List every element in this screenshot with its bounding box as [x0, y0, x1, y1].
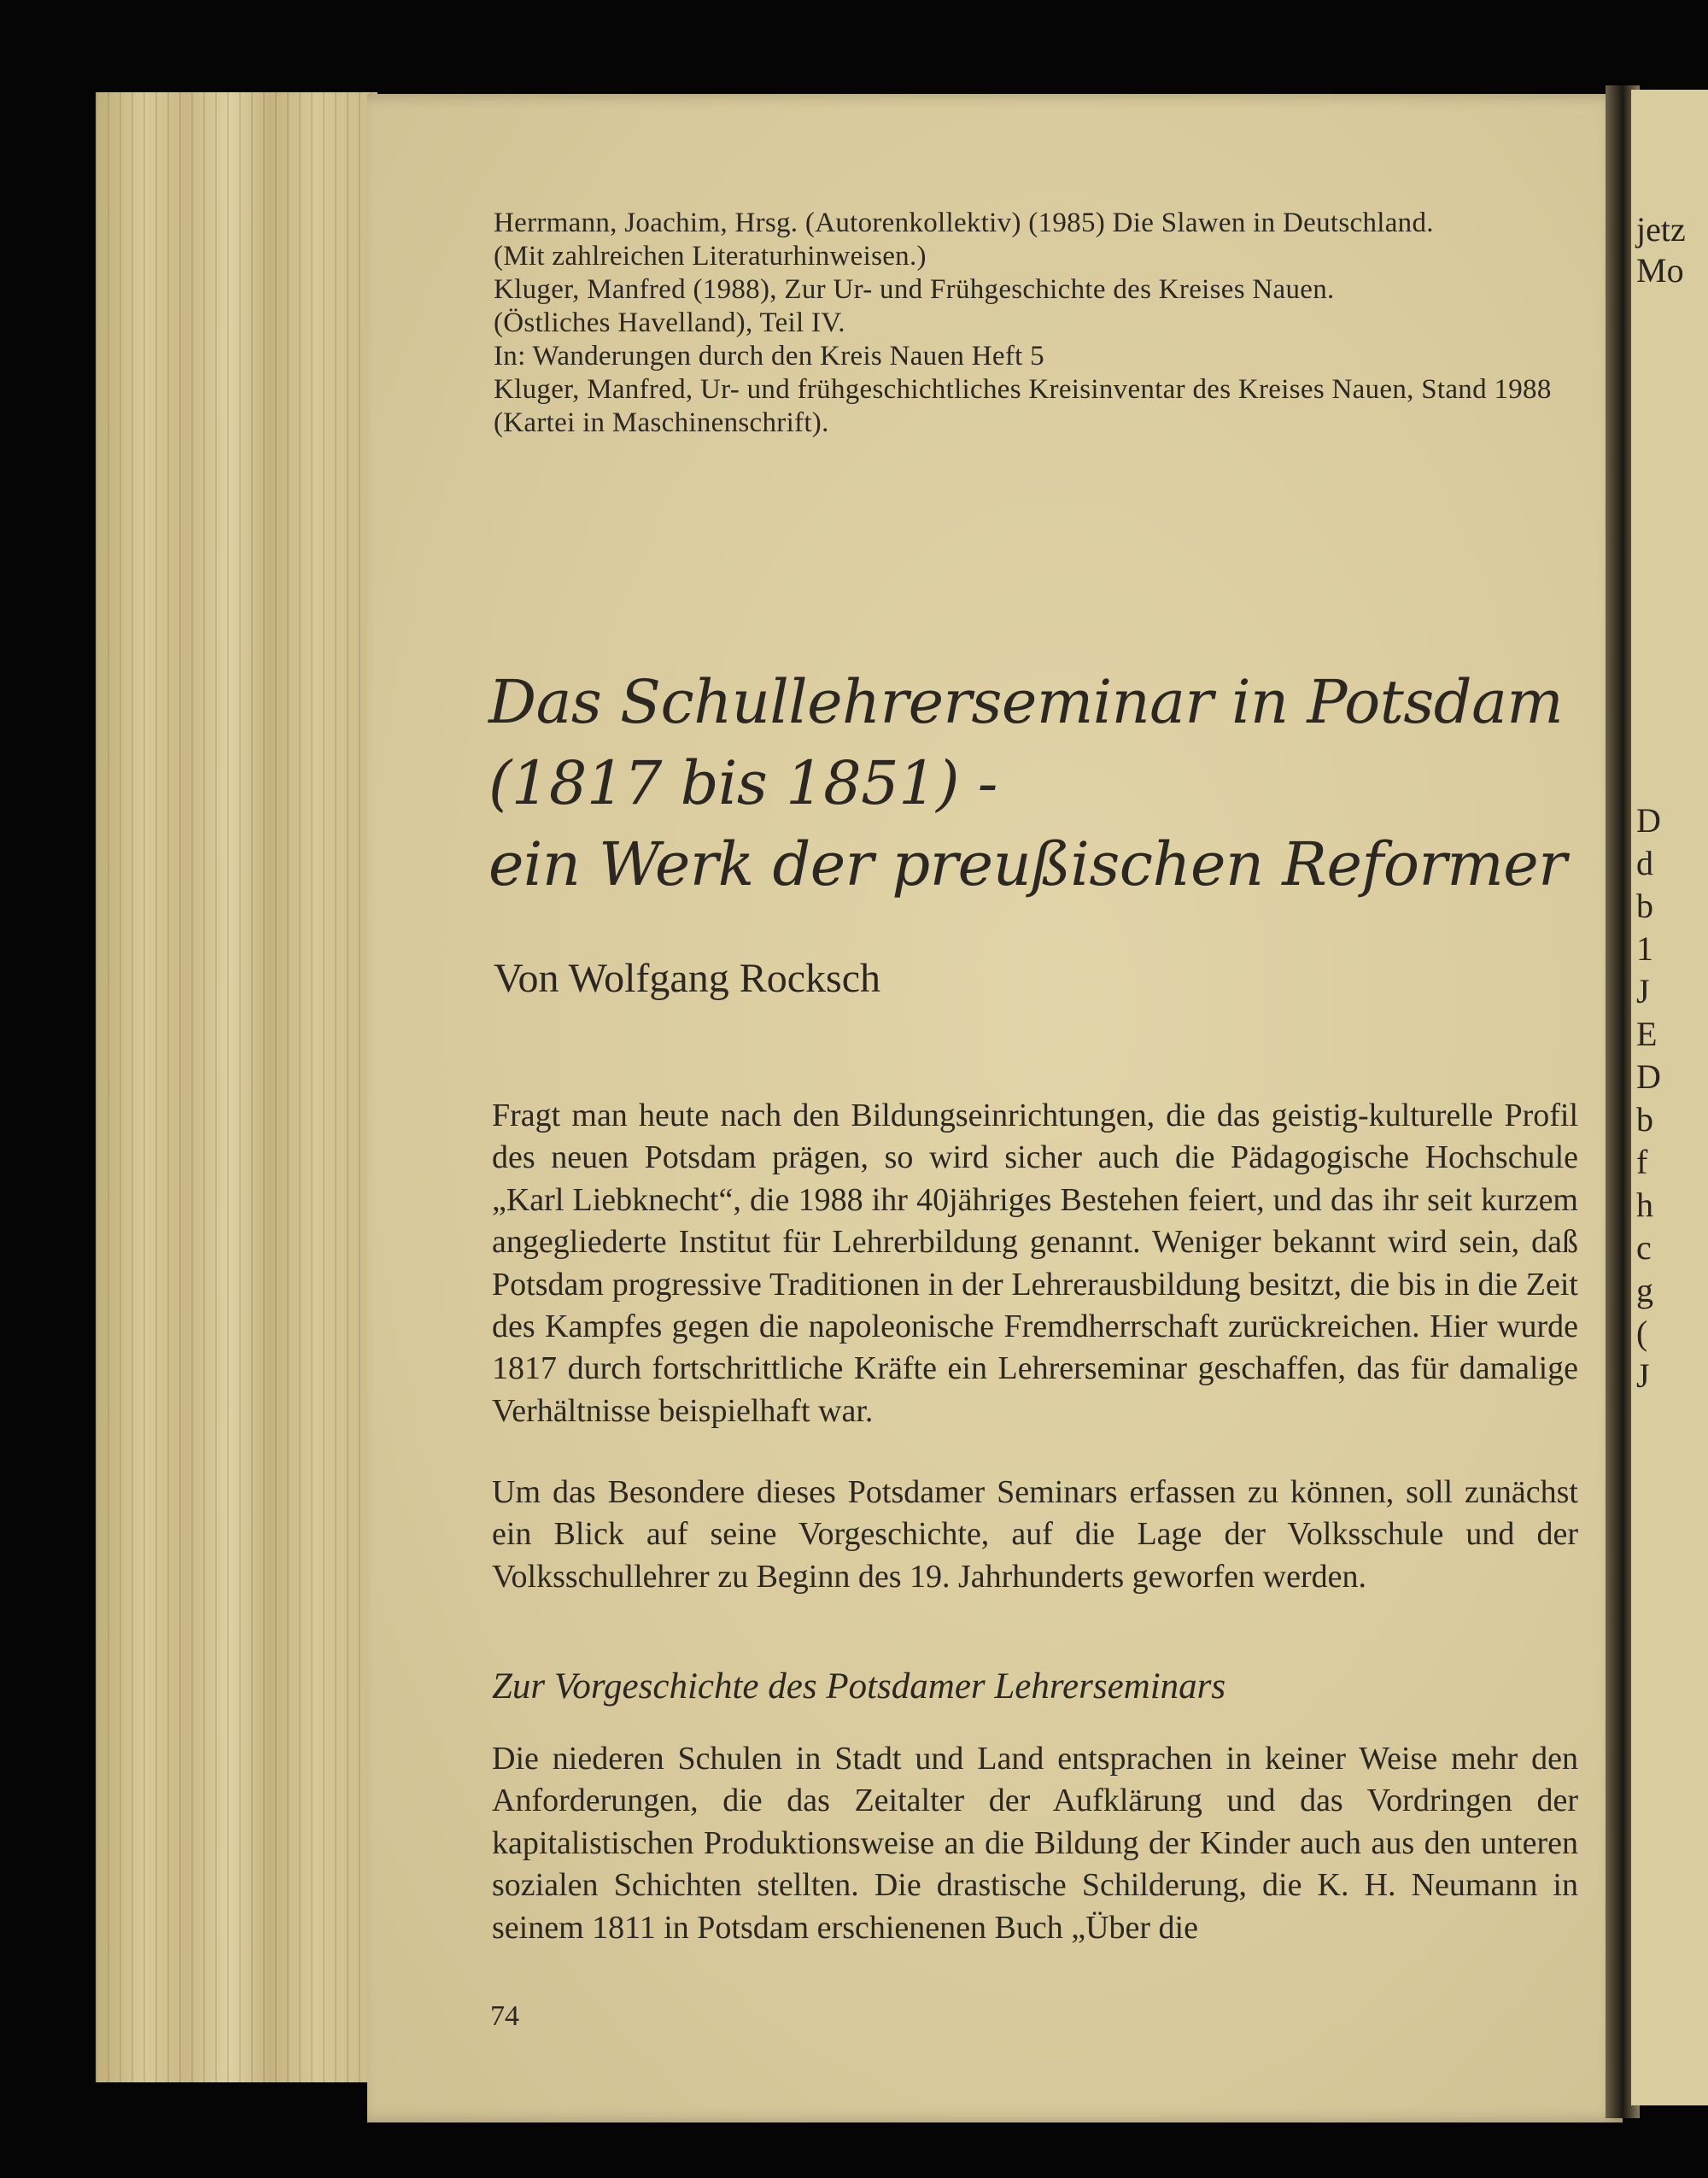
facing-text-fragment: h [1636, 1186, 1653, 1224]
facing-text-fragment: ( [1636, 1314, 1648, 1352]
body-paragraph [492, 1095, 1578, 1432]
facing-text-fragment: g [1636, 1271, 1653, 1309]
article-author: Von Wolfgang Rocksch [494, 956, 880, 1001]
article-title [488, 662, 1582, 905]
reference-line: (Mit zahlreichen Literaturhinweisen.) [494, 241, 927, 272]
paragraph-text: Um das Besondere dieses Potsdamer Seminars erfassen zu können, soll zunächst ein Blick auf seine Vorgeschichte, auf die Lage der Volksschule und der Volksschullehrer zu Beginn des 19. Jahrhunderts geworfen werden. [492, 1474, 1578, 1595]
reference-line: Herrmann, Joachim, Hrsg. (Autorenkollektiv) (1985) Die Slawen in Deutschland. [494, 208, 1434, 238]
paragraph-text: Fragt man heute nach den Bildungseinrichtungen, die das geistig-kulturelle Profil des neuen Potsdam prägen, so wird sicher auch die Pädagogische Hochschule „Karl Liebknecht“, die 1988 ihr 40jähriges Bestehen feiert, und das ihr seit kurzem angegliederte Institut für Lehrerbildung genannt. Weniger bekannt wird sein, daß Potsdam progressive Traditionen in der Lehrerausbildung besitzt, die bis in die Zeit des Kampfes gegen die napoleonische Fremdherrschaft zurückreichen. Hier wurde 1817 durch fortschrittliche Kräfte ein Lehrerseminar geschaffen, das für damalige Verhältnisse beispielhaft war. [492, 1098, 1578, 1429]
facing-text-fragment: D [1636, 801, 1661, 840]
paragraph-text: Die niederen Schulen in Stadt und Land entsprachen in keiner Weise mehr den Anforderungen, die das Zeitalter der Aufklärung und das Vordringen der kapitalistischen Produktionsweise an die Bildung der Kinder auch aus den unteren sozialen Schichten stellten. Die drastische Schilderung, die K. H. Neumann in seinem 1811 in Potsdam erschienenen Buch „Über die [492, 1741, 1578, 1946]
facing-text-fragment: b [1636, 1100, 1653, 1139]
title-line: ein Werk der preußischen Reformer [488, 829, 1567, 899]
facing-text-fragment: d [1636, 844, 1653, 882]
reference-line: In: Wanderungen durch den Kreis Nauen Heft 5 [494, 341, 1044, 372]
page-number: 74 [490, 2000, 519, 2032]
title-line: Das Schullehrerseminar in Potsdam [488, 667, 1564, 737]
facing-text-fragment: b [1636, 887, 1653, 925]
body-paragraph [492, 1472, 1578, 1598]
body-paragraph [492, 1738, 1578, 1949]
reference-line: Kluger, Manfred, Ur- und frühgeschichtliches Kreisinventar des Kreises Nauen, Stand 1988 [494, 374, 1552, 405]
facing-text-fragment: Mo [1636, 251, 1684, 290]
reference-line: (Kartei in Maschinenschrift). [494, 407, 829, 438]
facing-text-fragment: J [1636, 972, 1650, 1010]
title-line: (1817 bis 1851) - [488, 748, 997, 818]
page-edges [96, 92, 377, 2082]
reference-line: (Östliches Havelland), Teil IV. [494, 307, 845, 338]
reference-line: Kluger, Manfred (1988), Zur Ur- und Frühgeschichte des Kreises Nauen. [494, 274, 1335, 305]
facing-text-fragment: jetz [1636, 210, 1686, 249]
facing-text-fragment: f [1636, 1143, 1648, 1181]
facing-text-fragment: c [1636, 1228, 1652, 1267]
facing-text-fragment: J [1636, 1356, 1650, 1395]
facing-text-fragment: D [1636, 1057, 1661, 1096]
facing-page [1631, 90, 1708, 2105]
section-heading: Zur Vorgeschichte des Potsdamer Lehrerseminars [492, 1666, 1226, 1707]
reference-list [494, 207, 1595, 440]
facing-text-fragment: E [1636, 1015, 1658, 1053]
facing-text-fragment: 1 [1636, 929, 1653, 968]
